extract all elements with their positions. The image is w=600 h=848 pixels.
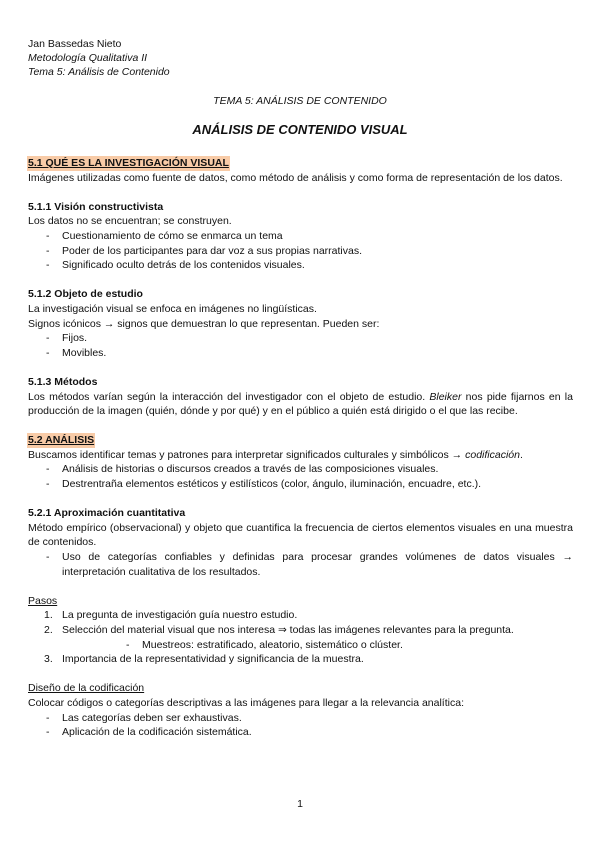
subsection-heading-5-1-3: 5.1.3 Métodos xyxy=(28,375,98,388)
section-heading-5-2: 5.2 ANÁLISIS xyxy=(28,434,95,447)
course-name: Metodología Qualitativa II xyxy=(28,52,148,64)
section-text: Los datos no se encuentran; se construyen. xyxy=(28,215,232,228)
list-item: - Poder de los participantes para dar voz a sus propias narrativas. xyxy=(28,244,573,259)
text-span: . xyxy=(519,448,523,461)
text-span: nos pide fijarnos en la producción de la imagen (quién, dónde y por qué) y en el público a quién está dirigido o el que las recibe. xyxy=(28,390,573,418)
list-item-text: Importancia de la representatividad y significancia de la muestra. xyxy=(62,653,364,666)
section-heading-5-1: 5.1 QUÉ ES LA INVESTIGACIÓN VISUAL xyxy=(28,157,229,169)
list-item: - Muestreos: estratificado, aleatorio, sistemático o clúster. xyxy=(108,638,573,653)
section-text: La investigación visual se enfoca en imágenes no lingüísticas. xyxy=(28,302,317,315)
subsection-heading-5-1-2: 5.1.2 Objeto de estudio xyxy=(28,288,143,301)
bullet-list xyxy=(28,550,573,579)
page-number: 1 xyxy=(297,798,303,810)
list-item: - Movibles. xyxy=(28,346,573,361)
key-term: codificación xyxy=(465,448,520,461)
bullet-list xyxy=(28,711,573,740)
section-text: Imágenes utilizadas como fuente de datos, como método de análisis y como forma de representación de los datos. xyxy=(28,171,563,184)
pasos-heading: Pasos xyxy=(28,594,58,607)
diseno-heading: Diseño de la codificación xyxy=(28,682,145,695)
list-item xyxy=(28,623,573,652)
list-item: - Significado oculto detrás de los contenidos visuales. xyxy=(28,258,573,273)
text-span: Buscamos identificar temas y patrones para interpretar significados culturales y simbólicos → xyxy=(28,448,466,461)
subsection-heading-5-1-1: 5.1.1 Visión constructivista xyxy=(28,200,164,213)
nested-bullet-list xyxy=(62,638,573,653)
list-item: - Destrentraña elementos estéticos y estilísticos (color, ángulo, iluminación, encuadre, etc.). xyxy=(28,477,573,492)
text-span: Los métodos varían según la interacción del investigador con el objeto de estudio. xyxy=(28,390,430,403)
list-number: 3. xyxy=(44,653,53,666)
list-item xyxy=(28,652,573,667)
section-text xyxy=(28,448,573,463)
list-item: - Aplicación de la codificación sistemática. xyxy=(28,725,573,740)
list-item: - Uso de categorías confiables y definidas para procesar grandes volúmenes de datos visuales → interpretación cualitativa de los resultados. xyxy=(28,550,573,579)
topic-title: TEMA 5: ANÁLISIS DE CONTENIDO xyxy=(213,95,387,107)
bullet-list xyxy=(28,331,573,360)
numbered-list xyxy=(28,608,573,666)
author-name: Jan Bassedas Nieto xyxy=(28,38,122,50)
subsection-heading-5-2-1: 5.2.1 Aproximación cuantitativa xyxy=(28,507,186,520)
bullet-list xyxy=(28,229,573,273)
list-item-text: La pregunta de investigación guía nuestro estudio. xyxy=(62,609,298,622)
section-text: Colocar códigos o categorías descriptivas a las imágenes para llegar a la relevancia analítica: xyxy=(28,696,464,709)
list-item-text: Selección del material visual que nos interesa ⇒ todas las imágenes relevantes para la pregunta. xyxy=(62,624,514,636)
list-item xyxy=(28,608,573,623)
bullet-list xyxy=(28,462,573,491)
document-body xyxy=(28,156,573,740)
list-number: 2. xyxy=(44,624,53,636)
page-header xyxy=(28,37,170,79)
section-text: Signos icónicos → signos que demuestran lo que representan. Pueden ser: xyxy=(28,317,380,330)
list-item: - Análisis de historias o discursos creados a través de las composiciones visuales. xyxy=(28,462,573,477)
list-item: - Cuestionamiento de cómo se enmarca un tema xyxy=(28,229,573,244)
topic-name: Tema 5: Análisis de Contenido xyxy=(28,66,170,78)
list-item: - Fijos. xyxy=(28,331,573,346)
section-text: Método empírico (observacional) y objeto que cuantifica la frecuencia de ciertos elementos visuales en una muestra de contenidos. xyxy=(28,521,573,549)
list-number: 1. xyxy=(44,609,53,622)
document-title: ANÁLISIS DE CONTENIDO VISUAL xyxy=(192,122,408,137)
list-item: - Las categorías deben ser exhaustivas. xyxy=(28,711,573,726)
author-reference: Bleiker xyxy=(429,390,462,403)
section-text xyxy=(28,390,573,419)
